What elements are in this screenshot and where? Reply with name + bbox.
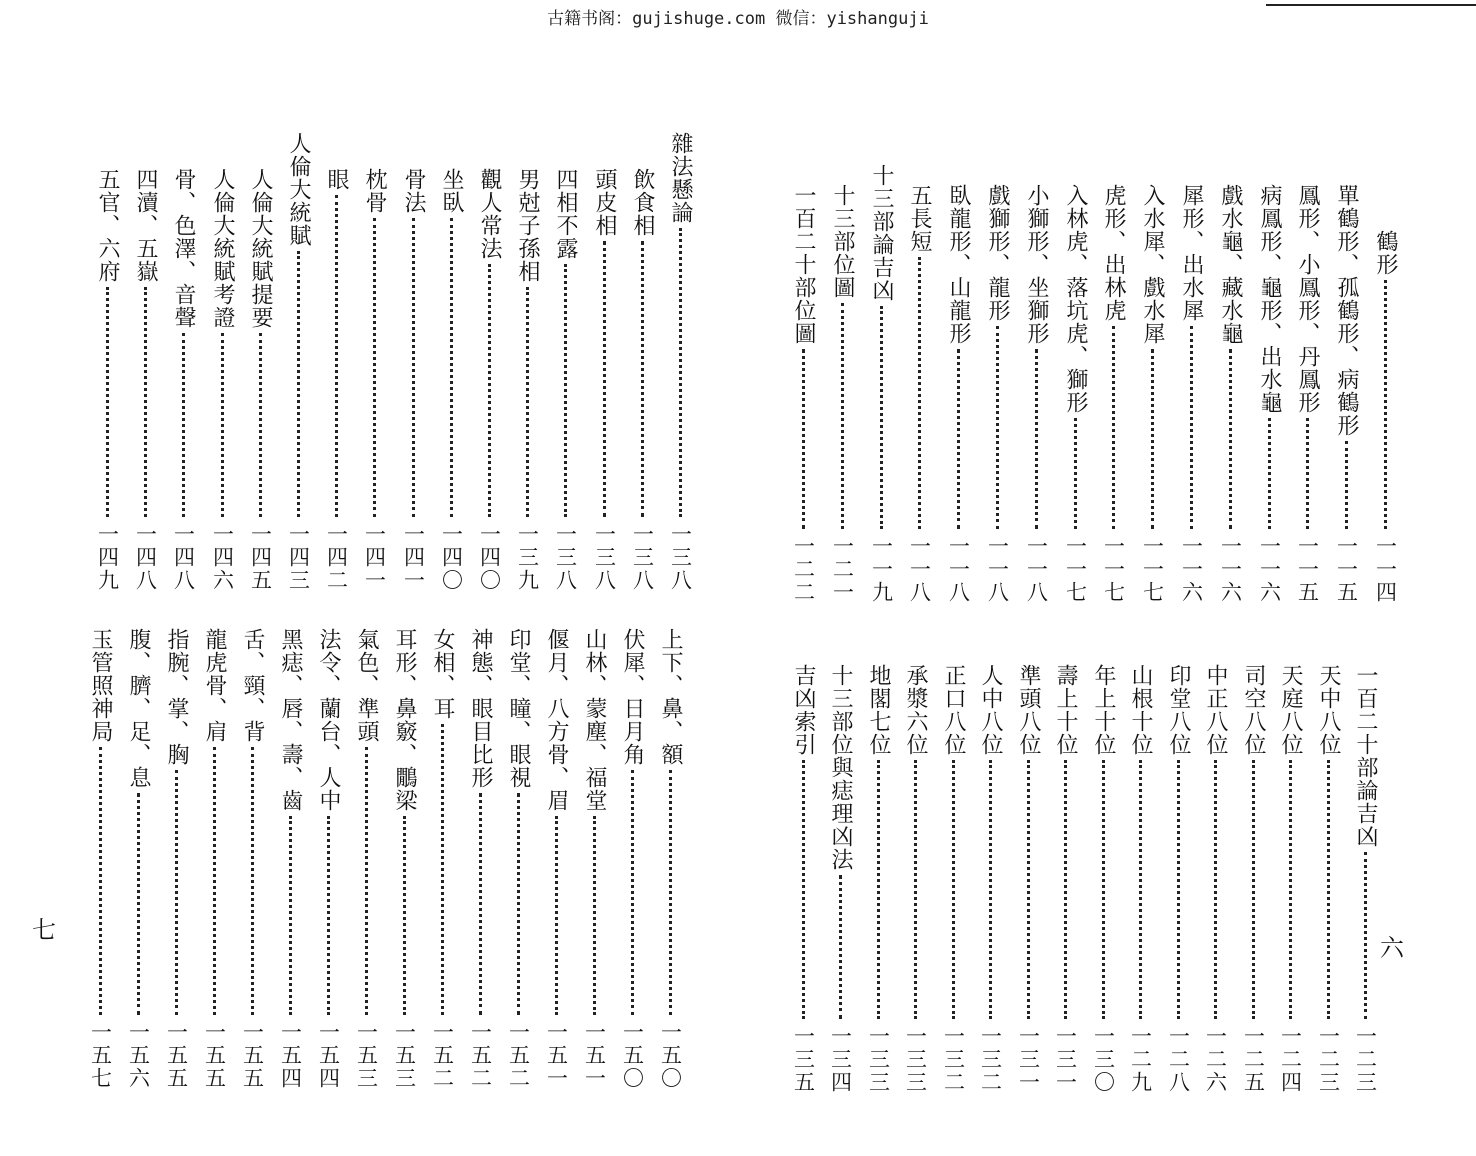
toc-entry-title: 戲水龜、藏水龜 — [1218, 184, 1243, 345]
toc-entry-page: 一一六 — [1218, 535, 1243, 604]
toc-entry-title: 坐臥 — [439, 168, 464, 214]
toc-entry-title: 病鳳形、龜形、出水龜 — [1257, 184, 1282, 414]
toc-entry — [627, 168, 657, 592]
toc-entry-title: 伏犀、日月角 — [620, 628, 645, 766]
toc-dot-leader — [989, 760, 992, 1019]
toc-entry-title: 印堂、瞳、眼視 — [506, 628, 531, 789]
toc-entry — [1137, 184, 1167, 604]
toc-dot-leader — [952, 760, 955, 1019]
toc-entry — [465, 628, 495, 1090]
toc-entry-page: 一二五 — [1241, 1025, 1266, 1094]
toc-entry-title: 中正八位 — [1203, 664, 1228, 756]
toc-entry — [1021, 184, 1051, 604]
toc-dot-leader — [488, 264, 491, 517]
toc-entry — [665, 132, 695, 592]
toc-entry-title: 準頭八位 — [1016, 664, 1041, 756]
toc-entry — [943, 184, 973, 604]
toc-entry — [1313, 664, 1343, 1094]
toc-entry-title: 枕骨 — [362, 168, 387, 214]
toc-entry-page: 一五二 — [430, 1021, 455, 1090]
toc-dot-leader — [144, 287, 147, 517]
toc-dot-leader — [373, 218, 376, 517]
toc-dot-leader — [1384, 280, 1387, 529]
toc-dot-leader — [175, 770, 178, 1015]
toc-dot-leader — [1177, 760, 1180, 1019]
toc-entry — [351, 628, 381, 1090]
toc-dot-leader — [517, 793, 520, 1015]
toc-dot-leader — [641, 241, 644, 517]
toc-dot-leader — [914, 760, 917, 1019]
toc-dot-leader — [1074, 418, 1077, 529]
toc-entry-title: 頭皮相 — [592, 168, 617, 237]
toc-dot-leader — [564, 264, 567, 517]
toc-entry-title: 四相不露 — [553, 168, 578, 260]
watermark-header: 古籍书阁：gujishuge.com 微信：yishanguji — [547, 9, 929, 29]
toc-entry-title: 眼 — [324, 168, 349, 191]
toc-entry-page: 一四九 — [95, 523, 120, 592]
toc-entry — [398, 168, 428, 592]
toc-entry-title: 法令、蘭台、人中 — [316, 628, 341, 812]
toc-dot-leader — [327, 816, 330, 1015]
toc-dot-leader — [1035, 349, 1038, 529]
toc-entry-page: 一二八 — [1166, 1025, 1191, 1094]
toc-entry-title: 上下、鼻、額 — [658, 628, 683, 766]
toc-entry — [168, 168, 198, 592]
toc-entry-title: 入水犀、戲水犀 — [1140, 184, 1165, 345]
toc-entry-page: 一五三 — [392, 1021, 417, 1090]
toc-entry — [245, 168, 275, 592]
toc-dot-leader — [918, 257, 921, 529]
toc-entry-title: 鳳形、小鳳形、丹鳳形 — [1295, 184, 1320, 414]
toc-entry — [550, 168, 580, 592]
toc-dot-leader — [1327, 760, 1330, 1019]
toc-entry-title: 單鶴形、孤鶴形、病鶴形 — [1334, 184, 1359, 437]
toc-dot-leader — [297, 251, 300, 517]
toc-entry — [1098, 184, 1128, 604]
toc-entry-page: 一五五 — [202, 1021, 227, 1090]
toc-entry-page: 一四〇 — [477, 523, 502, 592]
toc-entry-title: 地閣七位 — [866, 664, 891, 756]
toc-entry — [1292, 184, 1322, 604]
toc-entry-title: 一百二十部位圖 — [791, 184, 816, 345]
toc-entry-page: 一四〇 — [439, 523, 464, 592]
toc-entry-page: 一一七 — [1063, 535, 1088, 604]
toc-entry-page: 一二三 — [1316, 1025, 1341, 1094]
toc-dot-leader — [802, 760, 805, 1019]
toc-entry-page: 一二四 — [1278, 1025, 1303, 1094]
toc-entry-page: 一五〇 — [658, 1021, 683, 1090]
toc-entry-title: 人倫大統賦提要 — [248, 168, 273, 329]
toc-entry-page: 一一四 — [1373, 535, 1398, 604]
toc-dot-leader — [1214, 760, 1217, 1019]
toc-entry-page: 一五二 — [506, 1021, 531, 1090]
toc-entry-title: 十三部位與痣理凶法 — [828, 664, 853, 871]
toc-entry-page: 一一九 — [869, 535, 894, 604]
toc-entry — [617, 628, 647, 1090]
toc-entry-page: 一一六 — [1257, 535, 1282, 604]
toc-entry-page: 一一七 — [1101, 535, 1126, 604]
toc-entry-title: 山林、蒙塵、福堂 — [582, 628, 607, 812]
toc-entry — [1176, 184, 1206, 604]
toc-dot-leader — [259, 333, 262, 517]
toc-entry-page: 一二九 — [1128, 1025, 1153, 1094]
toc-entry — [359, 168, 389, 592]
toc-entry-page: 一二一 — [830, 535, 855, 604]
toc-entry-page: 一五三 — [354, 1021, 379, 1090]
toc-dot-leader — [679, 228, 682, 517]
toc-entry-page: 一四六 — [210, 523, 235, 592]
toc-dot-leader — [182, 333, 185, 517]
toc-entry-title: 小獅形、坐獅形 — [1024, 184, 1049, 345]
toc-entry-page: 一五五 — [240, 1021, 265, 1090]
toc-entry-page: 一三一 — [1053, 1025, 1078, 1094]
toc-entry-page: 一五〇 — [620, 1021, 645, 1090]
toc-entry — [436, 168, 466, 592]
toc-dot-leader — [1306, 418, 1309, 529]
toc-entry — [474, 168, 504, 592]
toc-entry-title: 犀形、出水犀 — [1179, 184, 1204, 322]
toc-entry — [1013, 664, 1043, 1094]
toc-dot-leader — [441, 724, 444, 1015]
toc-dot-leader — [839, 875, 842, 1019]
toc-entry — [982, 184, 1012, 604]
toc-entry-page: 一五五 — [164, 1021, 189, 1090]
toc-dot-leader — [1252, 760, 1255, 1019]
toc-entry-title: 十三部位圖 — [830, 184, 855, 299]
toc-entry — [827, 184, 857, 604]
toc-entry-page: 一三三 — [866, 1025, 891, 1094]
toc-dot-leader — [669, 770, 672, 1015]
toc-entry-title: 年上十位 — [1091, 664, 1116, 756]
corner-rule — [1266, 4, 1476, 6]
toc-entry — [1254, 184, 1284, 604]
toc-dot-leader — [1112, 326, 1115, 529]
toc-entry — [237, 628, 267, 1090]
toc-entry-page: 一五一 — [582, 1021, 607, 1090]
toc-entry — [130, 168, 160, 592]
toc-entry-title: 正口八位 — [941, 664, 966, 756]
toc-dot-leader — [555, 816, 558, 1015]
toc-entry — [92, 168, 122, 592]
toc-dot-leader — [526, 287, 529, 517]
toc-entry-title: 天中八位 — [1316, 664, 1341, 756]
toc-entry-page: 一五四 — [278, 1021, 303, 1090]
toc-dot-leader — [1190, 326, 1193, 529]
toc-entry-title: 雜法懸論 — [668, 132, 693, 224]
toc-entry-page: 一四八 — [171, 523, 196, 592]
toc-entry — [283, 132, 313, 592]
toc-entry-page: 一二六 — [1203, 1025, 1228, 1094]
toc-dot-leader — [1151, 349, 1154, 529]
toc-dot-leader — [1229, 349, 1232, 529]
toc-entry — [161, 628, 191, 1090]
toc-entry-title: 指腕、掌、胸 — [164, 628, 189, 766]
toc-entry-page: 一一五 — [1334, 535, 1359, 604]
toc-dot-leader — [1064, 760, 1067, 1019]
toc-entry-title: 十三部論吉凶 — [869, 164, 894, 302]
toc-entry-page: 一三八 — [630, 523, 655, 592]
toc-dot-leader — [996, 326, 999, 529]
toc-dot-leader — [957, 349, 960, 529]
toc-entry — [904, 184, 934, 604]
toc-entry — [1088, 664, 1118, 1094]
toc-entry-title: 玉管照神局 — [88, 628, 113, 743]
toc-entry — [85, 628, 115, 1090]
toc-entry-page: 一一六 — [1179, 535, 1204, 604]
toc-dot-leader — [137, 793, 140, 1015]
toc-entry-page: 一三二 — [941, 1025, 966, 1094]
toc-entry — [321, 168, 351, 592]
toc-entry-page: 一五二 — [468, 1021, 493, 1090]
toc-entry — [541, 628, 571, 1090]
toc-dot-leader — [1268, 418, 1271, 529]
toc-entry-title: 骨、色澤、音聲 — [171, 168, 196, 329]
toc-entry — [1350, 664, 1380, 1094]
toc-entry-page: 一三一 — [1016, 1025, 1041, 1094]
toc-entry-page: 一一八 — [1024, 535, 1049, 604]
toc-entry-page: 一三〇 — [1091, 1025, 1116, 1094]
toc-entry-title: 入林虎、落坑虎、獅形 — [1063, 184, 1088, 414]
toc-dot-leader — [1139, 760, 1142, 1019]
toc-dot-leader — [479, 793, 482, 1015]
toc-entry-page: 一一七 — [1140, 535, 1165, 604]
toc-entry — [1163, 664, 1193, 1094]
toc-entry-title: 舌、頸、背 — [240, 628, 265, 743]
toc-entry — [503, 628, 533, 1090]
toc-entry-title: 吉凶索引 — [791, 664, 816, 756]
toc-dot-leader — [251, 747, 254, 1015]
toc-entry-title: 承漿六位 — [903, 664, 928, 756]
toc-entry — [313, 628, 343, 1090]
toc-dot-leader — [1289, 760, 1292, 1019]
toc-entry-page: 一三四 — [828, 1025, 853, 1094]
toc-entry-page: 一一五 — [1295, 535, 1320, 604]
toc-dot-leader — [603, 241, 606, 517]
toc-entry-title: 山根十位 — [1128, 664, 1153, 756]
toc-entry — [1050, 664, 1080, 1094]
toc-entry-page: 一三三 — [903, 1025, 928, 1094]
toc-entry-title: 耳形、鼻竅、鷳梁 — [392, 628, 417, 812]
toc-entry — [788, 664, 818, 1094]
toc-entry-title: 人倫大統賦 — [286, 132, 311, 247]
toc-entry-title: 臥龍形、山龍形 — [946, 184, 971, 345]
toc-entry-title: 黑痣、唇、壽、齒 — [278, 628, 303, 812]
toc-entry — [207, 168, 237, 592]
toc-entry-page: 一二二 — [791, 535, 816, 604]
toc-entry-page: 一四八 — [133, 523, 158, 592]
toc-entry — [975, 664, 1005, 1094]
toc-dot-leader — [403, 816, 406, 1015]
toc-dot-leader — [213, 747, 216, 1015]
toc-entry — [788, 184, 818, 604]
toc-entry-title: 女相、耳 — [430, 628, 455, 720]
toc-entry-title: 人倫大統賦考證 — [210, 168, 235, 329]
toc-entry-title: 神態、眼目比形 — [468, 628, 493, 789]
toc-dot-leader — [1027, 760, 1030, 1019]
folio-right: 六 — [1380, 934, 1404, 962]
toc-dot-leader — [631, 770, 634, 1015]
toc-dot-leader — [106, 287, 109, 517]
toc-entry-title: 男尅子孫相 — [515, 168, 540, 283]
toc-entry-page: 一四三 — [286, 523, 311, 592]
toc-entry-title: 飲食相 — [630, 168, 655, 237]
toc-entry — [1370, 230, 1400, 604]
toc-entry — [427, 628, 457, 1090]
toc-entry — [1275, 664, 1305, 1094]
toc-entry — [123, 628, 153, 1090]
toc-entry-title: 五長短 — [907, 184, 932, 253]
toc-dot-leader — [877, 760, 880, 1019]
toc-entry — [275, 628, 305, 1090]
toc-dot-leader — [289, 816, 292, 1015]
toc-entry — [579, 628, 609, 1090]
toc-entry-page: 一五六 — [126, 1021, 151, 1090]
toc-entry-page: 一四二 — [324, 523, 349, 592]
toc-entry — [589, 168, 619, 592]
toc-entry-title: 印堂八位 — [1166, 664, 1191, 756]
toc-entry — [900, 664, 930, 1094]
toc-entry — [863, 664, 893, 1094]
toc-entry — [866, 164, 896, 604]
toc-entry — [1060, 184, 1090, 604]
toc-entry — [938, 664, 968, 1094]
toc-entry-page: 一一八 — [907, 535, 932, 604]
toc-dot-leader — [221, 333, 224, 517]
toc-entry — [199, 628, 229, 1090]
toc-entry — [1238, 664, 1268, 1094]
toc-entry-page: 一五七 — [88, 1021, 113, 1090]
toc-dot-leader — [841, 303, 844, 529]
toc-entry-page: 一三五 — [791, 1025, 816, 1094]
toc-entry-title: 觀人常法 — [477, 168, 502, 260]
toc-entry-page: 一三八 — [592, 523, 617, 592]
toc-entry-title: 五官、六府 — [95, 168, 120, 283]
toc-entry-page: 一二三 — [1353, 1025, 1378, 1094]
toc-entry-title: 骨法 — [401, 168, 426, 214]
toc-entry-title: 虎形、出林虎 — [1101, 184, 1126, 322]
toc-entry-title: 一百二十部論吉凶 — [1353, 664, 1378, 848]
toc-dot-leader — [365, 747, 368, 1015]
toc-dot-leader — [99, 747, 102, 1015]
toc-dot-leader — [1102, 760, 1105, 1019]
toc-entry-page: 一五一 — [544, 1021, 569, 1090]
toc-entry-title: 天庭八位 — [1278, 664, 1303, 756]
toc-entry — [1215, 184, 1245, 604]
toc-entry-page: 一四一 — [362, 523, 387, 592]
toc-entry-page: 一四一 — [401, 523, 426, 592]
toc-entry-title: 四瀆、五嶽 — [133, 168, 158, 283]
toc-dot-leader — [802, 349, 805, 529]
toc-entry-title: 腹、臍、足、息 — [126, 628, 151, 789]
toc-entry-title: 壽上十位 — [1053, 664, 1078, 756]
toc-dot-leader — [880, 306, 883, 529]
toc-entry-page: 一一八 — [985, 535, 1010, 604]
toc-entry — [1200, 664, 1230, 1094]
toc-entry-page: 一三八 — [668, 523, 693, 592]
toc-dot-leader — [335, 195, 338, 517]
toc-entry — [1125, 664, 1155, 1094]
toc-dot-leader — [1345, 441, 1348, 529]
toc-entry — [512, 168, 542, 592]
toc-entry — [825, 664, 855, 1094]
toc-entry-page: 一四五 — [248, 523, 273, 592]
toc-dot-leader — [450, 218, 453, 517]
toc-entry-title: 戲獅形、龍形 — [985, 184, 1010, 322]
toc-entry — [655, 628, 685, 1090]
toc-entry — [1331, 184, 1361, 604]
toc-entry-page: 一三八 — [553, 523, 578, 592]
toc-entry-page: 一三九 — [515, 523, 540, 592]
toc-dot-leader — [412, 218, 415, 517]
toc-entry-title: 鶴形 — [1373, 230, 1398, 276]
toc-entry-title: 人中八位 — [978, 664, 1003, 756]
toc-dot-leader — [1364, 852, 1367, 1019]
folio-left: 七 — [32, 916, 56, 944]
toc-entry-page: 一五四 — [316, 1021, 341, 1090]
toc-entry-title: 司空八位 — [1241, 664, 1266, 756]
toc-entry — [389, 628, 419, 1090]
toc-entry-page: 一三二 — [978, 1025, 1003, 1094]
toc-entry-title: 龍虎骨、肩 — [202, 628, 227, 743]
toc-entry-title: 氣色、準頭 — [354, 628, 379, 743]
toc-entry-title: 偃月、八方骨、眉 — [544, 628, 569, 812]
toc-entry-page: 一一八 — [946, 535, 971, 604]
toc-dot-leader — [593, 816, 596, 1015]
